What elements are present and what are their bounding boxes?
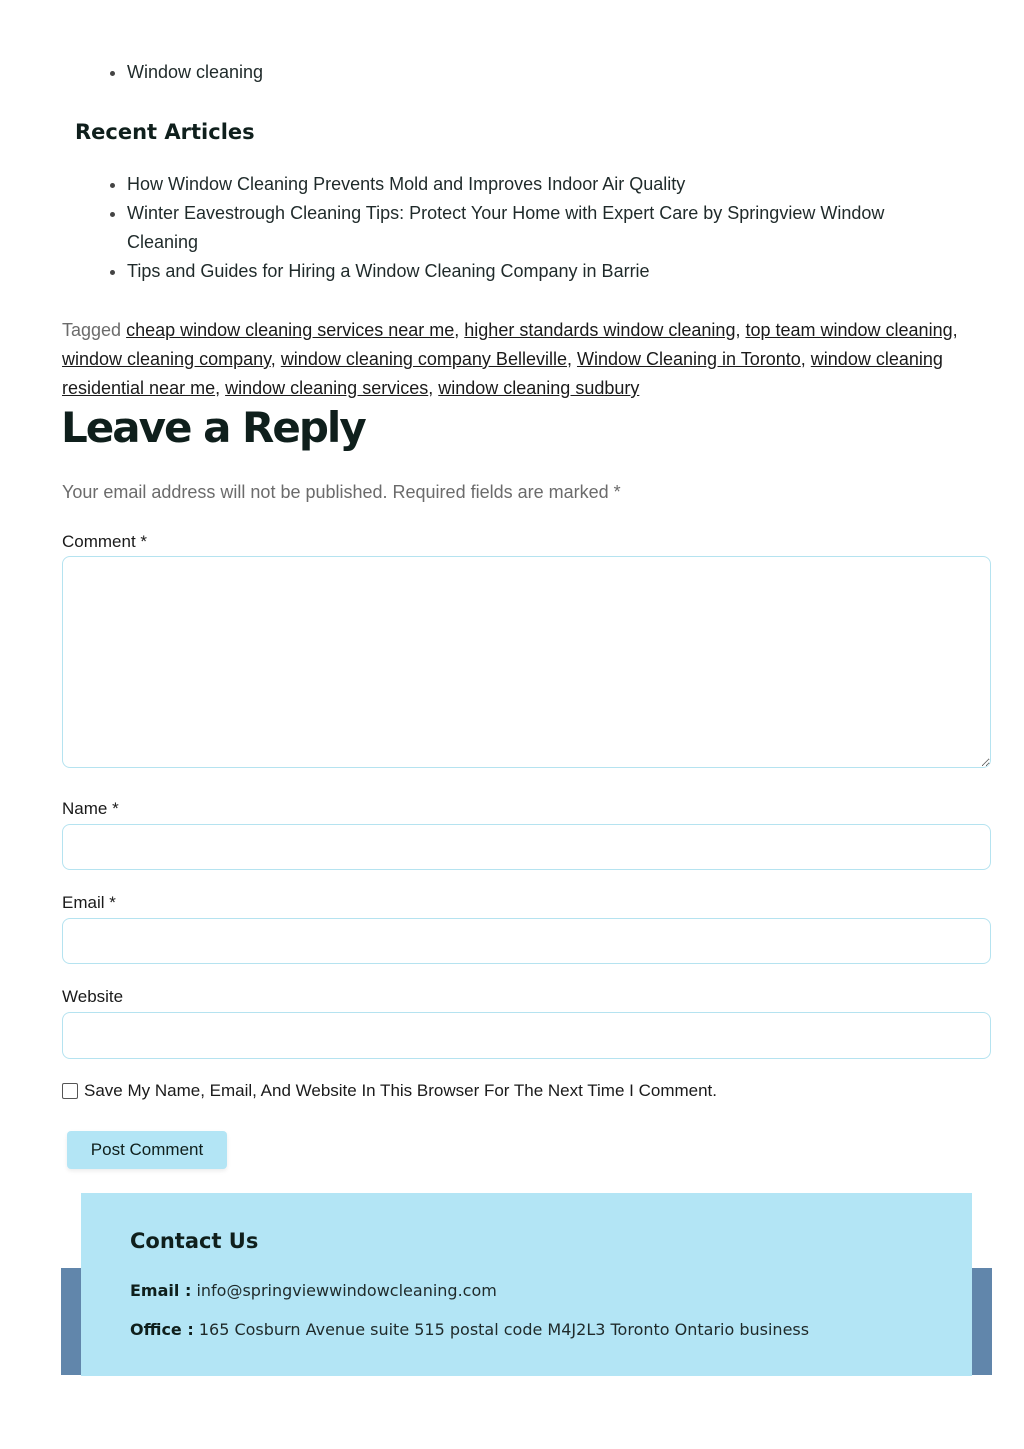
category-item[interactable]: • Window cleaning: [127, 58, 263, 87]
contact-office-value: 165 Cosburn Avenue suite 515 postal code M4J2L3 Toronto Ontario business: [198, 1320, 810, 1339]
tag-link[interactable]: window cleaning sudbury: [438, 378, 640, 398]
comment-label: Comment *: [62, 532, 148, 551]
recent-article-link[interactable]: • Winter Eavestrough Cleaning Tips: Protect Your Home with Expert Care by Springview Window Cleaning: [127, 199, 960, 257]
contact-card: [81, 1193, 972, 1376]
tag-link[interactable]: higher standards window cleaning: [464, 320, 736, 340]
comment-textarea[interactable]: [62, 556, 991, 768]
comment-notes: Your email address will not be published. Required fields are marked *: [62, 482, 621, 502]
post-tags: Tagged cheap window cleaning services near me, higher standards window cleaning, top team window cleaning, window cleaning company, window cleaning company Belleville, Window Cleaning in Toronto, window cleaning residential near me, window cleaning services, window cleaning sudbury: [62, 320, 958, 398]
recent-article-link[interactable]: • How Window Cleaning Prevents Mold and Improves Indoor Air Quality: [127, 170, 960, 199]
website-label: Website: [62, 987, 124, 1006]
email-field[interactable]: [62, 918, 991, 964]
recent-articles-heading: Recent Articles: [75, 120, 255, 144]
tagged-prefix: Tagged: [62, 320, 122, 340]
name-label: Name *: [62, 799, 119, 818]
recent-articles-list: [0, 170, 960, 286]
tag-link[interactable]: window cleaning residential near me: [62, 349, 943, 398]
leave-reply-heading: Leave a Reply: [61, 403, 365, 452]
tag-link[interactable]: window cleaning company: [62, 349, 271, 369]
contact-heading: Contact Us: [130, 1229, 259, 1253]
name-field[interactable]: [62, 824, 991, 870]
tag-link[interactable]: window cleaning company Belleville: [280, 349, 567, 369]
contact-email-value[interactable]: info@springviewwindowcleaning.com: [196, 1281, 497, 1300]
save-info-row: [62, 1081, 717, 1101]
tag-link[interactable]: Window Cleaning in Toronto: [576, 349, 801, 369]
post-comment-button[interactable]: Post Comment: [67, 1131, 227, 1169]
website-field[interactable]: [62, 1012, 991, 1059]
tag-link[interactable]: top team window cleaning: [745, 320, 953, 340]
category-list: [0, 58, 263, 87]
tag-link[interactable]: window cleaning services: [225, 378, 429, 398]
contact-office-key: Office :: [130, 1320, 194, 1339]
save-info-label[interactable]: Save My Name, Email, And Website In This Browser For The Next Time I Comment.: [84, 1081, 717, 1100]
contact-email-line: [130, 1281, 923, 1300]
recent-article-link[interactable]: • Tips and Guides for Hiring a Window Cleaning Company in Barrie: [127, 257, 960, 286]
tag-link[interactable]: cheap window cleaning services near me: [126, 320, 455, 340]
contact-email-key: Email :: [130, 1281, 192, 1300]
contact-office-line: [130, 1320, 923, 1339]
save-info-checkbox[interactable]: [62, 1083, 78, 1099]
email-label: Email *: [62, 893, 116, 912]
